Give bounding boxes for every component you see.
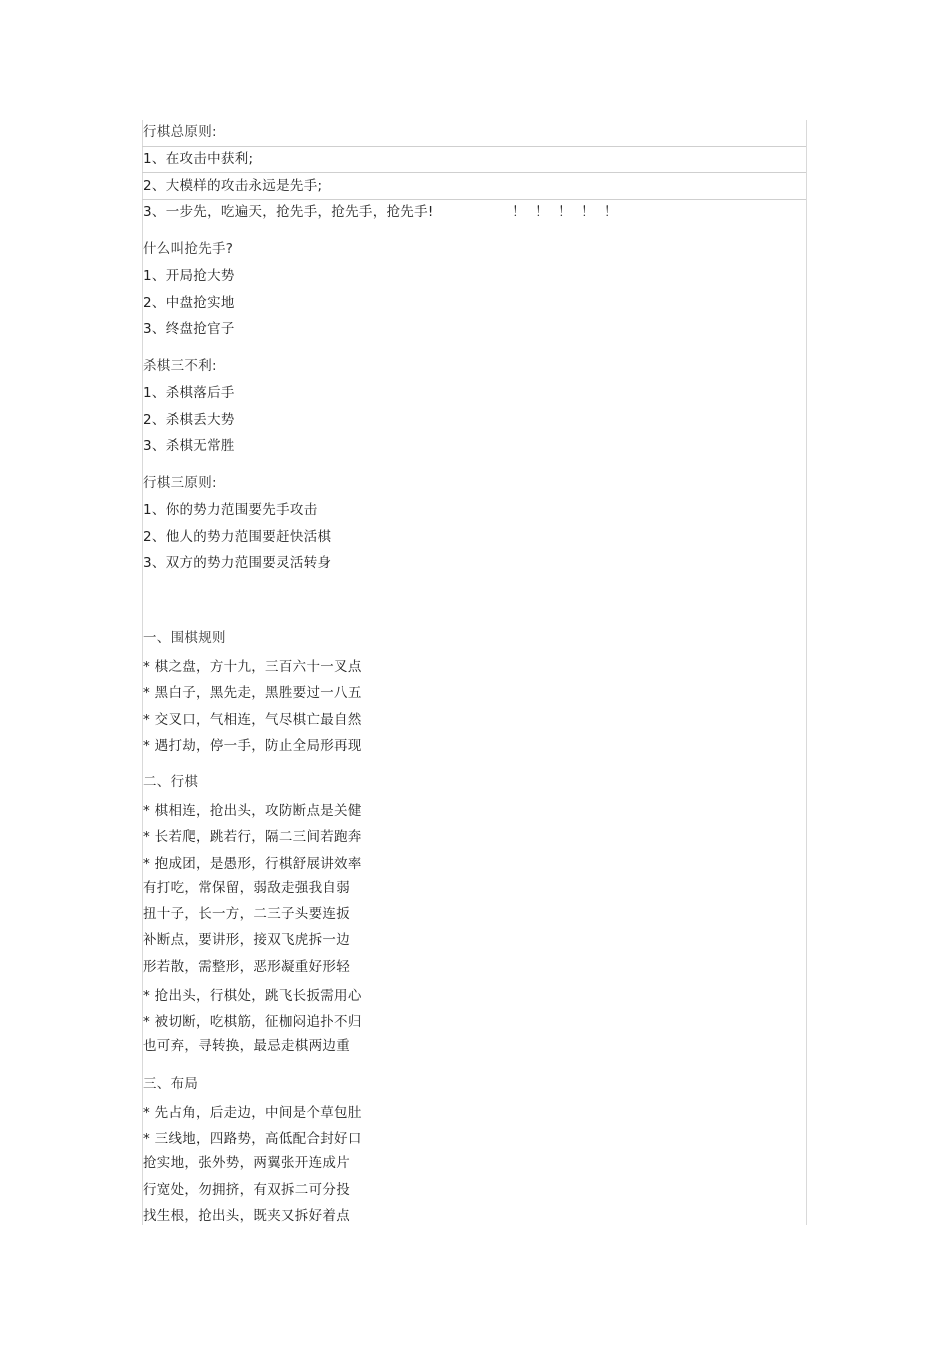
verse-line: 扭十子，长一方，二三子头要连扳 <box>143 906 350 922</box>
table-row-divider <box>142 172 806 173</box>
list-item: 1、开局抢大势 <box>143 268 235 284</box>
list-item: 3、一步先，吃遍天，抢先手，抢先手，抢先手! <box>143 204 434 220</box>
verse-line: 也可弃，寻转换，最忌走棋两边重 <box>143 1038 350 1054</box>
verse-line: * 三线地，四路势，高低配合封好口 <box>143 1131 362 1147</box>
verse-line: 行宽处，勿拥挤，有双拆二可分投 <box>143 1182 350 1198</box>
list-item: 1、杀棋落后手 <box>143 385 235 401</box>
section-heading: 三、布局 <box>143 1076 199 1092</box>
table-row-divider <box>142 199 806 200</box>
verse-line: 形若散，需整形，恶形凝重好形轻 <box>143 959 350 975</box>
list-item: 3、终盘抢官子 <box>143 321 235 337</box>
verse-line: * 长若爬，跳若行，隔二三间若跑奔 <box>143 829 362 845</box>
verse-line: * 棋之盘，方十九，三百六十一叉点 <box>143 659 362 675</box>
list-item: 2、他人的势力范围要赶快活棋 <box>143 529 332 545</box>
section-heading: 二、行棋 <box>143 774 199 790</box>
table-row-divider <box>142 146 806 147</box>
list-item: 3、双方的势力范围要灵活转身 <box>143 555 332 571</box>
exclamation-marks: ！ ！ ！ ！ ！ <box>512 204 618 220</box>
verse-line: 有打吃，常保留，弱敌走强我自弱 <box>143 880 350 896</box>
section-heading: 杀棋三不利: <box>143 358 217 374</box>
section-heading: 行棋总原则: <box>143 124 217 140</box>
section-heading: 一、围棋规则 <box>143 630 226 646</box>
section-heading: 什么叫抢先手? <box>143 241 234 257</box>
verse-line: * 被切断，吃棋筋，征枷闷追扑不归 <box>143 1014 362 1030</box>
verse-line: 抢实地，张外势，两翼张开连成片 <box>143 1155 350 1171</box>
verse-line: * 交叉口，气相连，气尽棋亡最自然 <box>143 712 362 728</box>
verse-line: * 黑白子，黑先走，黑胜要过一八五 <box>143 685 362 701</box>
list-item: 3、杀棋无常胜 <box>143 438 235 454</box>
verse-line: * 抢出头，行棋处，跳飞长扳需用心 <box>143 988 362 1004</box>
verse-line: 找生根，抢出头，既夹又拆好着点 <box>143 1208 350 1224</box>
list-item: 1、你的势力范围要先手攻击 <box>143 502 318 518</box>
section-heading: 行棋三原则: <box>143 475 217 491</box>
verse-line: * 遇打劫，停一手，防止全局形再现 <box>143 738 362 754</box>
list-item: 2、杀棋丢大势 <box>143 412 235 428</box>
verse-line: * 抱成团，是愚形，行棋舒展讲效率 <box>143 856 362 872</box>
verse-line: * 先占角，后走边，中间是个草包肚 <box>143 1105 362 1121</box>
table-right-border <box>806 120 807 1225</box>
verse-line: 补断点，要讲形，接双飞虎拆一边 <box>143 932 350 948</box>
list-item: 1、在攻击中获利; <box>143 151 254 167</box>
list-item: 2、大模样的攻击永远是先手; <box>143 178 323 194</box>
list-item: 2、中盘抢实地 <box>143 295 235 311</box>
verse-line: * 棋相连，抢出头，攻防断点是关健 <box>143 803 362 819</box>
